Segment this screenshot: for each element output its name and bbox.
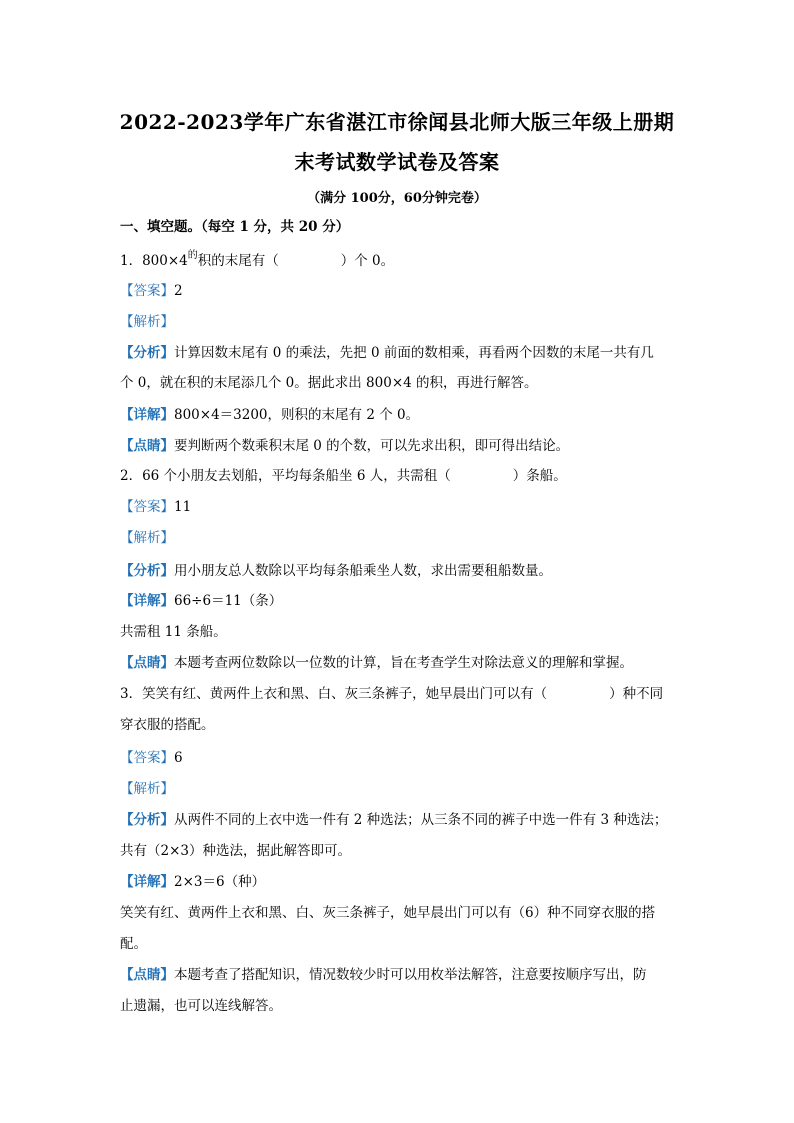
question-2-jiexi xyxy=(120,529,174,547)
question-3-dianjing-line-1 xyxy=(120,966,647,984)
question-3-fenxi-line-2: 共有（2×3）种选法，据此解答即可。 xyxy=(120,843,351,859)
jiexi-tag: 【解析】 xyxy=(120,781,174,797)
xiangjie-tag: 【详解】 xyxy=(120,593,174,609)
question-1-dianjing xyxy=(120,437,569,455)
question-2-prefix: 2．66 个小朋友去划船，平均每条船坐 6 人，共需租（ xyxy=(120,468,451,484)
question-3-line-2: 穿衣服的搭配。 xyxy=(120,717,215,733)
question-3-line-1 xyxy=(120,685,663,703)
jiexi-tag: 【解析】 xyxy=(120,314,174,330)
question-3-prefix: 3．笑笑有红、黄两件上衣和黑、白、灰三条裤子，她早晨出门可以有（ xyxy=(120,686,548,702)
answer-value: 11 xyxy=(174,499,192,515)
answer-value: 6 xyxy=(174,750,183,766)
question-1-fenxi-line-1 xyxy=(120,344,654,362)
question-2-answer xyxy=(120,498,191,516)
dianjing-tag: 【点睛】 xyxy=(120,967,174,983)
section-heading: 一、填空题。（每空 1 分，共 20 分） xyxy=(120,219,350,235)
xiangjie-text: 800×4＝3200，则积的末尾有 2 个 0。 xyxy=(174,407,420,423)
xiangjie-text: 2×3＝6（种） xyxy=(174,874,266,890)
answer-tag: 【答案】 xyxy=(120,283,174,299)
jiexi-tag: 【解析】 xyxy=(120,530,174,546)
dianjing-text: 本题考查了搭配知识，情况数较少时可以用枚举法解答，注意要按顺序写出，防 xyxy=(174,967,647,983)
fenxi-text: 从两件不同的上衣中选一件有 2 种选法；从三条不同的裤子中选一件有 3 种选法； xyxy=(174,812,668,828)
question-1-mid: 积的末尾有（ xyxy=(197,253,279,269)
question-3-dianjing-line-2: 止遗漏，也可以连线解答。 xyxy=(120,998,282,1014)
xiangjie-tag: 【详解】 xyxy=(120,407,174,423)
answer-tag: 【答案】 xyxy=(120,499,174,515)
question-2-xiangjie xyxy=(120,592,282,610)
question-1-jiexi xyxy=(120,313,174,331)
dianjing-text: 本题考查两位数除以一位数的计算，旨在考查学生对除法意义的理解和掌握。 xyxy=(174,655,633,671)
fenxi-text: 用小朋友总人数除以平均每条船乘坐人数，求出需要租船数量。 xyxy=(174,563,552,579)
dianjing-tag: 【点睛】 xyxy=(120,655,174,671)
question-1-prefix: 1．800×4 xyxy=(120,253,188,269)
fenxi-tag: 【分析】 xyxy=(120,812,174,828)
dianjing-text: 要判断两个数乘积末尾 0 的个数，可以先求出积，即可得出结论。 xyxy=(174,438,570,454)
answer-tag: 【答案】 xyxy=(120,750,174,766)
question-2 xyxy=(120,467,567,485)
fenxi-tag: 【分析】 xyxy=(120,563,174,579)
question-1-answer xyxy=(120,282,183,300)
fenxi-text: 计算因数末尾有 0 的乘法，先把 0 前面的数相乘，再看两个因数的末尾一共有几 xyxy=(174,345,654,361)
answer-value: 2 xyxy=(174,283,183,299)
fenxi-tag: 【分析】 xyxy=(120,345,174,361)
question-3-jiexi xyxy=(120,780,174,798)
question-1-superscript: 的 xyxy=(187,250,198,261)
question-1-fenxi-line-2: 个 0，就在积的末尾添几个 0。据此求出 800×4 的积，再进行解答。 xyxy=(120,375,538,391)
question-3-result-line-2: 配。 xyxy=(120,936,147,952)
question-3-xiangjie xyxy=(120,873,265,891)
document-subtitle: （满分 100分，60分钟完卷） xyxy=(307,191,487,206)
question-3-result-line-1: 笑笑有红、黄两件上衣和黑、白、灰三条裤子，她早晨出门可以有（6）种不同穿衣服的搭 xyxy=(120,905,656,921)
question-1 xyxy=(120,252,394,272)
question-3-answer xyxy=(120,749,183,767)
dianjing-tag: 【点睛】 xyxy=(120,438,174,454)
question-2-suffix: ）条船。 xyxy=(512,468,567,484)
question-2-fenxi xyxy=(120,562,552,580)
question-2-result: 共需租 11 条船。 xyxy=(120,624,227,640)
xiangjie-text: 66÷6＝11（条） xyxy=(174,593,283,609)
document-title-line-2: 末考试数学试卷及答案 xyxy=(294,150,500,174)
question-3-suffix: ）种不同 xyxy=(609,686,664,702)
document-title-line-1: 2022-2023学年广东省湛江市徐闻县北师大版三年级上册期 xyxy=(119,110,675,134)
xiangjie-tag: 【详解】 xyxy=(120,874,174,890)
question-2-dianjing xyxy=(120,654,633,672)
question-1-xiangjie xyxy=(120,406,419,424)
question-1-suffix: ）个 0。 xyxy=(340,253,395,269)
question-3-fenxi-line-1 xyxy=(120,811,667,829)
